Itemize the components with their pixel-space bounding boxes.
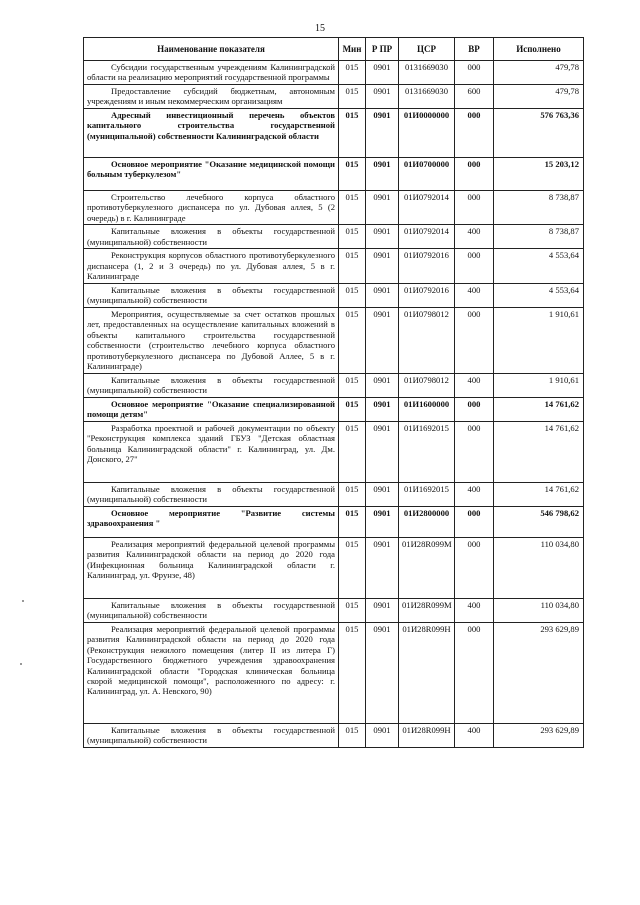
row-min: 015 xyxy=(339,397,366,421)
row-done: 14 761,62 xyxy=(494,397,584,421)
row-rpr: 0901 xyxy=(366,506,399,537)
row-vr: 400 xyxy=(455,283,494,307)
row-name: Адресный инвестиционный перечень объектов капитального строительства государственной (муниципальной) собственности Калининградской области xyxy=(84,108,339,157)
row-done: 14 761,62 xyxy=(494,482,584,506)
row-min: 015 xyxy=(339,506,366,537)
row-csr: 01И28R099H xyxy=(399,723,455,747)
row-csr: 01И0792014 xyxy=(399,225,455,249)
row-csr: 01И28R099M xyxy=(399,598,455,622)
row-min: 015 xyxy=(339,537,366,598)
row-min: 015 xyxy=(339,622,366,723)
row-name: Капитальные вложения в объекты государственной (муниципальной) собственности xyxy=(84,482,339,506)
header-done: Исполнено xyxy=(494,38,584,61)
row-vr: 400 xyxy=(455,723,494,747)
row-csr: 01И1692015 xyxy=(399,421,455,482)
row-min: 015 xyxy=(339,373,366,397)
row-vr: 000 xyxy=(455,307,494,373)
table-row xyxy=(84,225,584,249)
row-name: Капитальные вложения в объекты государственной (муниципальной) собственности xyxy=(84,373,339,397)
row-vr: 400 xyxy=(455,598,494,622)
row-min: 015 xyxy=(339,723,366,747)
budget-table xyxy=(83,37,584,748)
row-name: Мероприятия, осуществляемые за счет остатков прошлых лет, предоставленных на осуществление капитальных вложений в объекты капитального строительства государственной собственности (строительство лечебного корпуса областного противотуберкулезного диспансера по Дубовой Аллее, 5 в г. Калининграде) xyxy=(84,307,339,373)
scan-speck xyxy=(22,600,24,602)
row-rpr: 0901 xyxy=(366,190,399,224)
row-name: Капитальные вложения в объекты государственной (муниципальной) собственности xyxy=(84,225,339,249)
row-min: 015 xyxy=(339,482,366,506)
row-name: Капитальные вложения в объекты государственной (муниципальной) собственности xyxy=(84,723,339,747)
row-vr: 000 xyxy=(455,61,494,85)
row-min: 015 xyxy=(339,307,366,373)
row-csr: 01И0798012 xyxy=(399,307,455,373)
row-rpr: 0901 xyxy=(366,225,399,249)
row-rpr: 0901 xyxy=(366,421,399,482)
table-row xyxy=(84,482,584,506)
row-rpr: 0901 xyxy=(366,723,399,747)
row-rpr: 0901 xyxy=(366,307,399,373)
row-done: 479,78 xyxy=(494,61,584,85)
table-row xyxy=(84,61,584,85)
row-csr: 01И28R099H xyxy=(399,622,455,723)
row-name: Реализация мероприятий федеральной целевой программы развития Калининградской области на период до 2020 года (Реконструкция нежилого помещения (литер II из литера Г) Государственного бюджетного учреждения здравоохранения Калининградской области "Городская клиническая больница скорой медицинской помощи", расположенного по адресу: г. Калининград, ул. А. Невского, 90) xyxy=(84,622,339,723)
row-csr: 01И1692015 xyxy=(399,482,455,506)
row-min: 015 xyxy=(339,249,366,283)
row-name: Предоставление субсидий бюджетным, автономным учреждениям и иным некоммерческим организациям xyxy=(84,84,339,108)
row-done: 8 738,87 xyxy=(494,225,584,249)
row-vr: 400 xyxy=(455,482,494,506)
table-row xyxy=(84,84,584,108)
row-rpr: 0901 xyxy=(366,373,399,397)
row-vr: 000 xyxy=(455,190,494,224)
table-row xyxy=(84,307,584,373)
row-rpr: 0901 xyxy=(366,157,399,190)
table-row xyxy=(84,421,584,482)
row-csr: 01И0792016 xyxy=(399,249,455,283)
row-min: 015 xyxy=(339,225,366,249)
table-row xyxy=(84,506,584,537)
table-row xyxy=(84,537,584,598)
row-min: 015 xyxy=(339,84,366,108)
table-row xyxy=(84,108,584,157)
table-row xyxy=(84,373,584,397)
row-rpr: 0901 xyxy=(366,622,399,723)
row-name: Строительство лечебного корпуса областного противотуберкулезного диспансера по ул. Дубовая аллея, 5 (2 очередь) в г. Калининграде xyxy=(84,190,339,224)
row-done: 110 034,80 xyxy=(494,537,584,598)
header-name: Наименование показателя xyxy=(84,38,339,61)
row-rpr: 0901 xyxy=(366,537,399,598)
row-vr: 400 xyxy=(455,225,494,249)
row-done: 14 761,62 xyxy=(494,421,584,482)
row-csr: 01И0700000 xyxy=(399,157,455,190)
table-row xyxy=(84,249,584,283)
page-number: 15 xyxy=(315,23,325,34)
row-rpr: 0901 xyxy=(366,397,399,421)
row-name: Разработка проектной и рабочей документации по объекту "Реконструкция комплекса зданий ГБУЗ "Детская областная больница Калининградской области" г. Калининград, ул. Дм. Донского, 27" xyxy=(84,421,339,482)
row-vr: 000 xyxy=(455,622,494,723)
row-done: 1 910,61 xyxy=(494,373,584,397)
row-vr: 000 xyxy=(455,108,494,157)
row-vr: 600 xyxy=(455,84,494,108)
row-csr: 01И0792016 xyxy=(399,283,455,307)
row-done: 4 553,64 xyxy=(494,283,584,307)
table-row xyxy=(84,157,584,190)
row-name: Основное мероприятие "Развитие системы здравоохранения " xyxy=(84,506,339,537)
row-done: 15 203,12 xyxy=(494,157,584,190)
header-vr: ВР xyxy=(455,38,494,61)
table-row xyxy=(84,190,584,224)
row-min: 015 xyxy=(339,283,366,307)
row-csr: 01И0792014 xyxy=(399,190,455,224)
row-done: 110 034,80 xyxy=(494,598,584,622)
row-csr: 01И0000000 xyxy=(399,108,455,157)
table-row xyxy=(84,283,584,307)
row-min: 015 xyxy=(339,61,366,85)
row-min: 015 xyxy=(339,190,366,224)
row-csr: 01И1600000 xyxy=(399,397,455,421)
table-row xyxy=(84,397,584,421)
table-row xyxy=(84,622,584,723)
row-csr: 0131669030 xyxy=(399,84,455,108)
row-csr: 01И2800000 xyxy=(399,506,455,537)
row-name: Основное мероприятие "Оказание специализированной помощи детям" xyxy=(84,397,339,421)
row-vr: 000 xyxy=(455,157,494,190)
row-name: Капитальные вложения в объекты государственной (муниципальной) собственности xyxy=(84,598,339,622)
row-name: Реализация мероприятий федеральной целевой программы развития Калининградской области на период до 2020 года (Инфекционная больница Калининградской области г. Калининград, ул. Фрунзе, 48) xyxy=(84,537,339,598)
header-rpr: Р ПР xyxy=(366,38,399,61)
row-csr: 01И0798012 xyxy=(399,373,455,397)
row-name: Основное мероприятие "Оказание медицинской помощи больным туберкулезом" xyxy=(84,157,339,190)
row-min: 015 xyxy=(339,421,366,482)
table-row xyxy=(84,723,584,747)
row-rpr: 0901 xyxy=(366,61,399,85)
row-name: Реконструкция корпусов областного противотуберкулезного диспансера (1, 2 и 3 очередь) по ул. Дубовая аллея, 5 в г. Калининграде xyxy=(84,249,339,283)
row-csr: 0131669030 xyxy=(399,61,455,85)
row-name: Субсидии государственным учреждениям Калининградской области на реализацию мероприятий государственной программы xyxy=(84,61,339,85)
row-name: Капитальные вложения в объекты государственной (муниципальной) собственности xyxy=(84,283,339,307)
row-done: 479,78 xyxy=(494,84,584,108)
row-done: 293 629,89 xyxy=(494,723,584,747)
row-done: 1 910,61 xyxy=(494,307,584,373)
row-vr: 000 xyxy=(455,397,494,421)
row-min: 015 xyxy=(339,157,366,190)
header-csr: ЦСР xyxy=(399,38,455,61)
table-header-row xyxy=(84,38,584,61)
row-rpr: 0901 xyxy=(366,108,399,157)
row-done: 546 798,62 xyxy=(494,506,584,537)
scan-speck xyxy=(20,663,22,665)
row-vr: 000 xyxy=(455,421,494,482)
row-rpr: 0901 xyxy=(366,598,399,622)
row-vr: 000 xyxy=(455,537,494,598)
table-row xyxy=(84,598,584,622)
row-rpr: 0901 xyxy=(366,482,399,506)
row-csr: 01И28R099M xyxy=(399,537,455,598)
row-min: 015 xyxy=(339,598,366,622)
header-min: Мин xyxy=(339,38,366,61)
row-vr: 000 xyxy=(455,506,494,537)
row-done: 8 738,87 xyxy=(494,190,584,224)
row-done: 293 629,89 xyxy=(494,622,584,723)
row-vr: 000 xyxy=(455,249,494,283)
row-done: 576 763,36 xyxy=(494,108,584,157)
row-rpr: 0901 xyxy=(366,283,399,307)
row-vr: 400 xyxy=(455,373,494,397)
row-min: 015 xyxy=(339,108,366,157)
row-rpr: 0901 xyxy=(366,84,399,108)
row-rpr: 0901 xyxy=(366,249,399,283)
row-done: 4 553,64 xyxy=(494,249,584,283)
